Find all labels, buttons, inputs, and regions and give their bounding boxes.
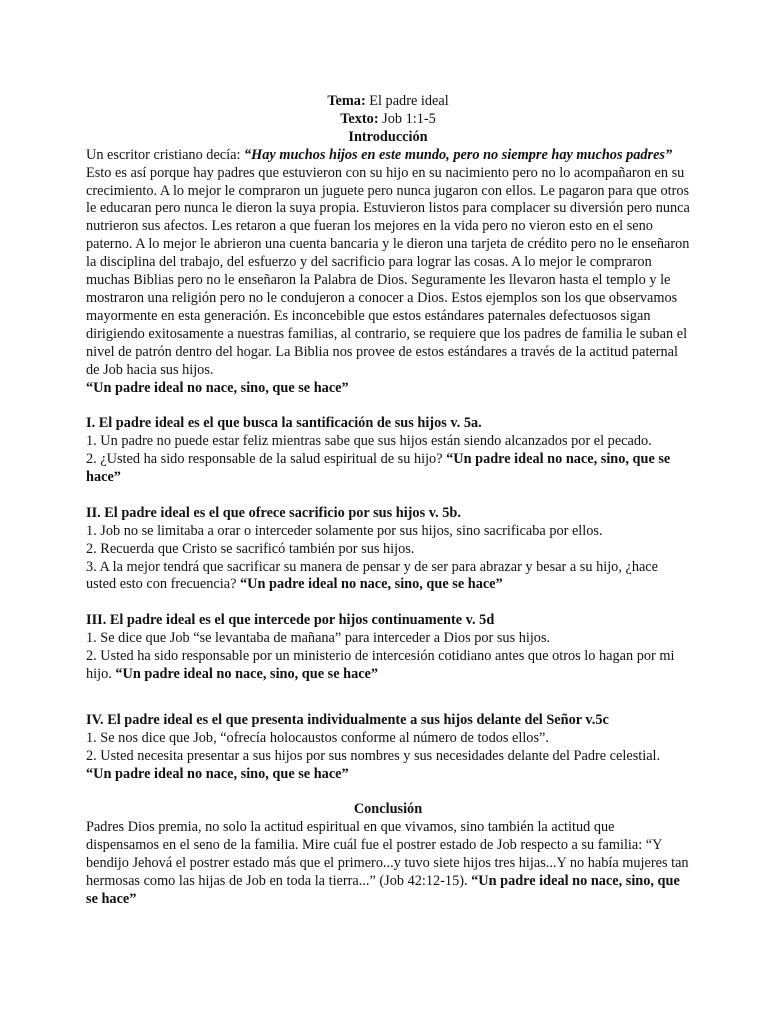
conclusion-body: Padres Dios premia, no solo la actitud espiritual en que vivamos, sino también la actitud que dispensamos en el seno de la familia. Mire cuál fue el postrer estado de Job respecto a su familia: “Y bendijo Jehová el postrer estado más que el primero...y tuvo siete hijos tres hijas...Y no había mujeres tan hermosas como las hijas de Job en toda la tierra...” (Job 42:12-15). <box>86 819 689 889</box>
point-text: 3. A la mejor tendrá que sacrificar su manera de pensar y de ser para abrazar y besar a su hijo, ¿hace usted esto con frecuencia? <box>86 558 659 593</box>
point-refrain: “Un padre ideal no nace, sino, que se hace” <box>86 451 671 486</box>
conclusion-heading: Conclusión <box>353 801 423 818</box>
document-page <box>86 93 690 909</box>
intro-quote: “Hay muchos hijos en este mundo, pero no siempre hay muchos padres” <box>244 146 673 163</box>
section-4-point-1 <box>86 730 690 748</box>
point-text: 1. Se dice que Job “se levantaba de mañana” para interceder a Dios por sus hijos. <box>86 630 551 647</box>
section-1-heading: I. El padre ideal es el que busca la santificación de sus hijos v. 5a. <box>86 415 482 432</box>
intro-refrain: “Un padre ideal no nace, sino, que se hace” <box>86 379 349 396</box>
tema-value: El padre ideal <box>365 93 449 109</box>
point-text: 2. Recuerda que Cristo se sacrificó también por sus hijos. <box>86 540 415 557</box>
point-text: 2. ¿Usted ha sido responsable de la salud espiritual de su hijo? <box>86 451 447 468</box>
section-4-heading: IV. El padre ideal es el que presenta individualmente a sus hijos delante del Señor v.5c <box>86 711 609 728</box>
section-3-point-2 <box>86 648 690 684</box>
tema-label: Tema: <box>327 93 366 109</box>
point-refrain: “Un padre ideal no nace, sino, que se hace” <box>240 576 503 593</box>
point-text: 2. Usted necesita presentar a sus hijos por sus nombres y sus necesidades delante del Padre celestial. <box>86 747 661 764</box>
section-4-point-2 <box>86 748 690 766</box>
section-2-point-1 <box>86 523 690 541</box>
section-1-point-1 <box>86 433 690 451</box>
point-refrain: “Un padre ideal no nace, sino, que se hace” <box>115 665 379 682</box>
intro-body: Esto es así porque hay padres que estuvieron con su hijo en su nacimiento pero no lo acompañaron en su crecimiento. A lo mejor le compraron un juguete pero nunca jugaron con ellos. Le pagaron para que otros le educaran pero nunca le dieron la suya propia. Estuvieron listos para complacer su diversión pero nunca nutrieron sus afectos. Les retaron a que fueran los mejores en la vida pero no vieron esto en el seno paterno. A lo mejor le abrieron una cuenta bancaria y le dieron una tarjeta de crédito pero no le enseñaron la disciplina del trabajo, del esfuerzo y del sacrificio para lograr las cosas. A lo mejor le compraron muchas Biblias pero no le enseñaron la Palabra de Dios. Seguramente les llevaron hasta el templo y le mostraron una religión pero no le condujeron a conocer a Dios. Estos ejemplos son los que observamos mayormente en esta generación. Es inconcebible que estos estándares paternales defectuosos sigan dirigiendo exitosamente a nuestras familias, al contrario, se requiere que los padres de familia le suban el nivel de patrón dentro del hogar. La Biblia nos provee de estos estándares a través de la actitud paternal de Job hacia sus hijos. <box>86 164 690 378</box>
section-2-point-2 <box>86 541 690 559</box>
section-2-heading: II. El padre ideal es el que ofrece sacrificio por sus hijos v. 5b. <box>86 504 461 521</box>
texto-line <box>86 111 690 129</box>
point-text: 1. Job no se limitaba a orar o interceder solamente por sus hijos, sino sacrificaba por ellos. <box>86 522 603 539</box>
intro-lead: Un escritor cristiano decía: <box>86 146 244 163</box>
section-4-refrain: “Un padre ideal no nace, sino, que se hace” <box>86 765 349 782</box>
section-1-point-2 <box>86 451 690 487</box>
texto-label: Texto: <box>340 110 379 127</box>
conclusion-paragraph <box>86 819 690 909</box>
section-3-point-1 <box>86 630 690 648</box>
texto-value: Job 1:1-5 <box>378 110 436 127</box>
intro-paragraph <box>86 147 690 380</box>
conclusion-refrain: “Un padre ideal no nace, sino, que se hace” <box>86 873 680 907</box>
tema-line <box>86 93 690 111</box>
section-2-point-3 <box>86 559 690 595</box>
section-3-heading: III. El padre ideal es el que intercede por hijos continuamente v. 5d <box>86 612 495 629</box>
point-text: 1. Se nos dice que Job, “ofrecía holocaustos conforme al número de todos ellos”. <box>86 729 549 746</box>
point-text: 2. Usted ha sido responsable por un ministerio de intercesión cotidiano antes que otros lo hagan por mi hijo. <box>86 648 675 682</box>
intro-heading: Introducción <box>348 128 428 145</box>
point-text: 1. Un padre no puede estar feliz mientras sabe que sus hijos están siendo alcanzados por el pecado. <box>86 433 652 450</box>
